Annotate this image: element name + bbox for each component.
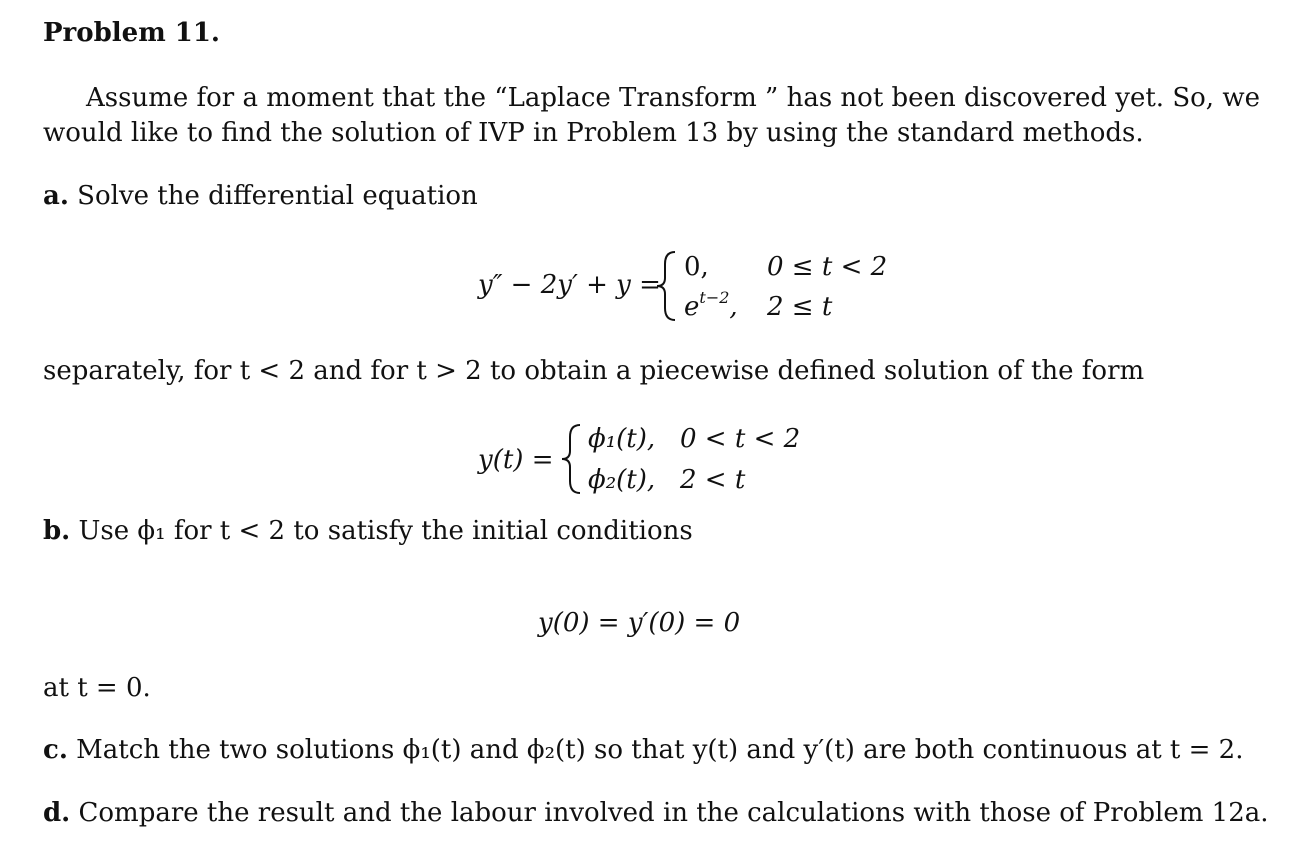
part-b [43, 515, 693, 547]
ode-case2-condition: 2 ≤ t [767, 292, 833, 322]
part-c [43, 734, 1243, 766]
part-a-text: Solve the differential equation [77, 181, 478, 211]
ode-case2-comma: , [729, 292, 738, 322]
ode-case2-exponent: t−2 [699, 288, 730, 307]
intro-line-1: Assume for a moment that the “Laplace Transform ” has not been discovered yet. So, we [86, 83, 1260, 113]
solution-lhs: y(t) = [478, 445, 554, 475]
part-b-label: b. [43, 516, 71, 546]
solution-case1-value: ϕ₁(t), [588, 424, 656, 454]
intro-line-2: would like to find the solution of IVP in Problem 13 by using the standard methods. [43, 118, 1144, 148]
part-a-label: a. [43, 181, 69, 211]
part-b-after-text: at t = 0. [43, 673, 151, 703]
solution-case2-value: ϕ₂(t), [588, 465, 656, 495]
solution-case1-condition: 0 < t < 2 [680, 424, 801, 454]
problem-title: Problem 11. [43, 18, 220, 48]
ode-case2-value [684, 288, 738, 325]
part-b-text: Use ϕ₁ for t < 2 to satisfy the initial conditions [78, 516, 693, 546]
solution-case2-condition: 2 < t [680, 465, 746, 495]
part-c-text: Match the two solutions ϕ₁(t) and ϕ₂(t) so that y(t) and y′(t) are both continuous at t = 2. [76, 735, 1244, 765]
part-a-after-text: separately, for t < 2 and for t > 2 to obtain a piecewise defined solution of the form [43, 356, 1145, 386]
part-c-label: c. [43, 735, 68, 765]
ode-brace [655, 250, 679, 322]
ode-case1-value: 0, [684, 252, 709, 282]
ode-lhs: y″ − 2y′ + y = [478, 270, 661, 300]
part-d [43, 797, 1269, 829]
ode-case2-base: e [684, 292, 700, 322]
solution-brace [560, 423, 584, 495]
ode-case1-condition: 0 ≤ t < 2 [767, 252, 888, 282]
initial-conditions-equation: y(0) = y′(0) = 0 [538, 608, 741, 638]
part-a [43, 180, 478, 212]
part-d-label: d. [43, 798, 71, 828]
part-d-text: Compare the result and the labour involved in the calculations with those of Problem 12a. [78, 798, 1269, 828]
